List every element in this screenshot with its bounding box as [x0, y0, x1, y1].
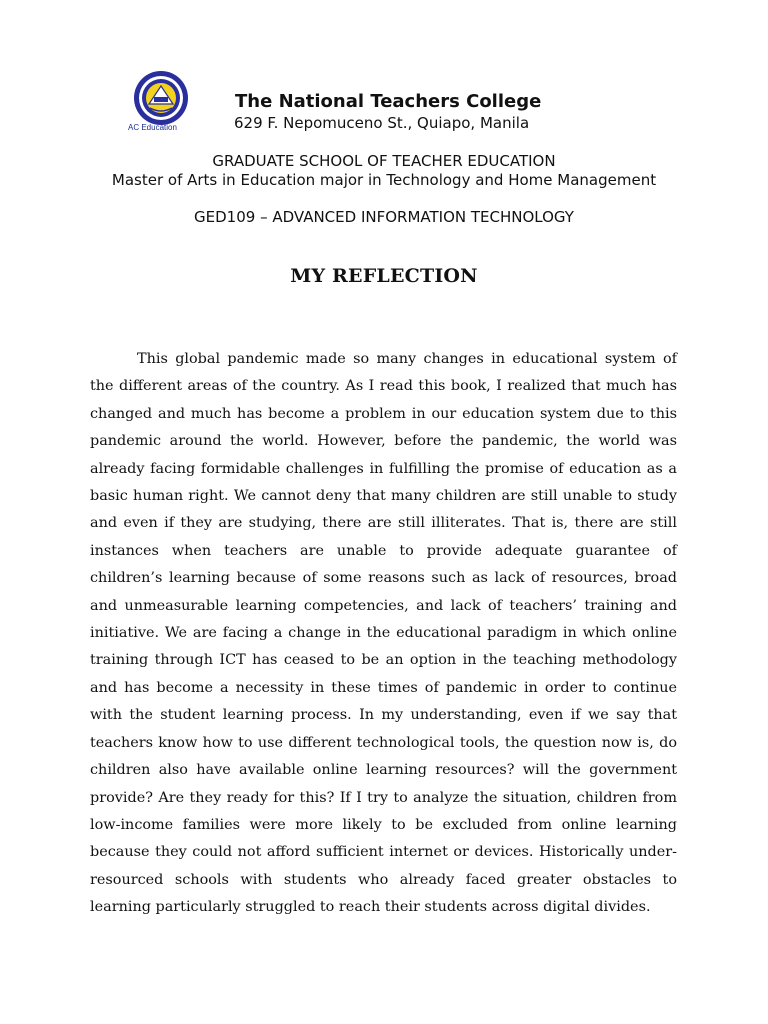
school-name: GRADUATE SCHOOL OF TEACHER EDUCATION	[212, 152, 556, 170]
document-title: MY REFLECTION	[290, 265, 478, 287]
reflection-paragraph: This global pandemic made so many changes in educational system of the different areas of the country. As I read this book, I realized that much has changed and much has become a problem in our education system due to this pandemic around the world. However, before the pandemic, the world was already facing formidable challenges in fulfilling the promise of education as a basic human right. We cannot deny that many children are still unable to study and even if they are studying, there are still illiterates. That is, there are still instances when teachers are unable to provide adequate guarantee of children’s learning because of some reasons such as lack of resources, broad and unmeasurable learning competencies, and lack of teachers’ training and initiative. We are facing a change in the educational paradigm in which online training through ICT has ceased to be an option in the teaching methodology and has become a necessity in these times of pandemic in order to continue with the student learning process. In my understanding, even if we say that teachers know how to use different technological tools, the question now is, do children also have available online learning resources? will the government provide? Are they ready for this? If I try to analyze the situation, children from low-income families were more likely to be excluded from online learning because they could not afford sufficient internet or devices. Historically under-resourced schools with students who already faced greater obstacles to learning particularly struggled to reach their students across digital divides.	[90, 351, 677, 916]
course-title: GED109 – ADVANCED INFORMATION TECHNOLOGY	[194, 208, 574, 226]
college-address: 629 F. Nepomuceno St., Quiapo, Manila	[234, 114, 530, 132]
program-name: Master of Arts in Education major in Technology and Home Management	[111, 171, 657, 189]
logo-caption: AC Education	[128, 123, 177, 132]
college-name: The National Teachers College	[235, 91, 542, 112]
